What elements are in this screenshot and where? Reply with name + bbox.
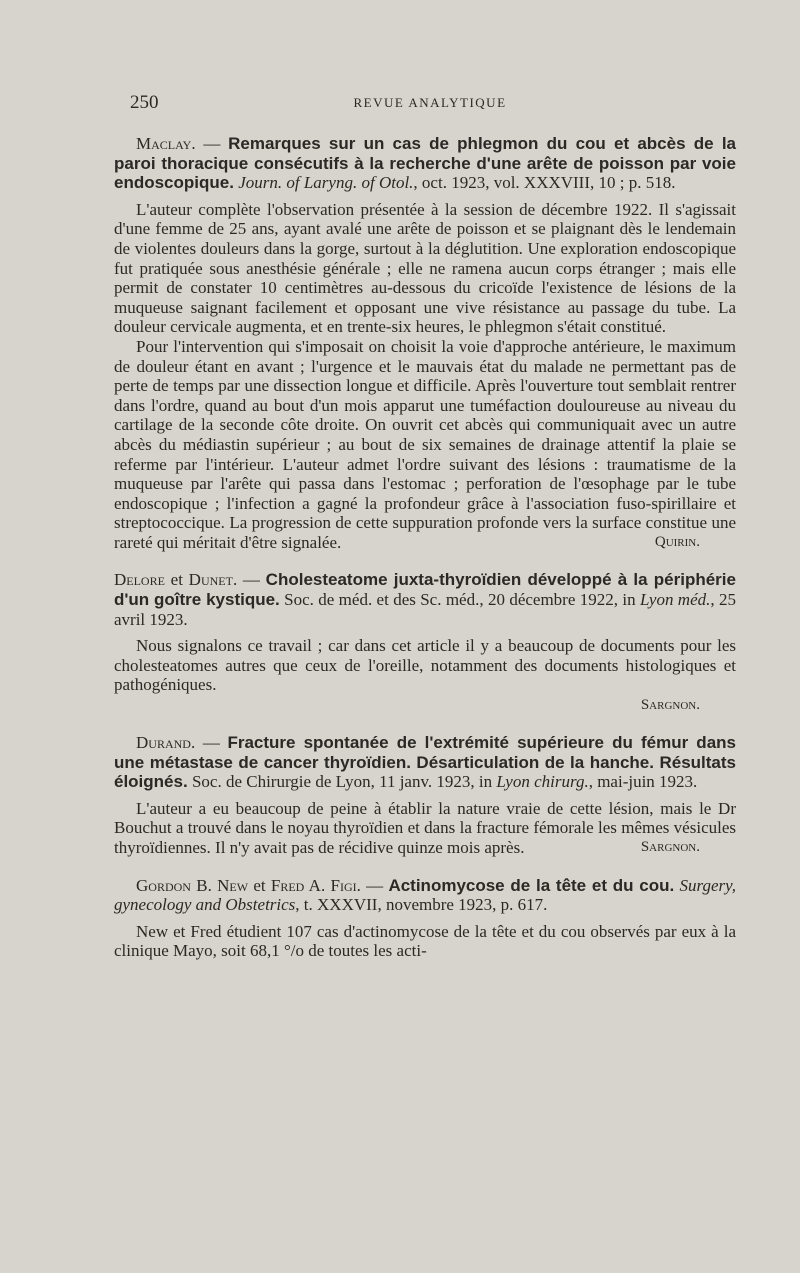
paragraph: New et Fred étudient 107 cas d'actinomycose de la tête et du cou observés par eux à la clinique Mayo, soit 68,1 °/o de toutes les acti- — [114, 921, 736, 961]
author: Delore — [114, 570, 165, 590]
paragraph-text: L'auteur a eu beaucoup de peine à établir la nature vraie de cette lésion, mais le Dr Bouchut a trouvé dans le noyau thyroïdien et dans la fracture fémorale les mêmes vésicules thyroïdiennes. Il n'y avait pas de récidive quinze mois après. — [114, 798, 736, 857]
entry-title: Cholesteatome juxta-thyroïdien développé à la périphérie d'un goître kystique. — [114, 570, 736, 610]
journal: Surgery, gynecology and Obstetrics — [114, 875, 737, 915]
signature: Quirin. — [654, 533, 700, 550]
page-header — [130, 92, 730, 114]
reference-details: Soc. de méd. et des Sc. méd., 20 décembre 1922, in — [279, 590, 640, 610]
paragraph: Nous signalons ce travail ; car dans cet article il y a beaucoup de documents pour les cholesteatomes autres que ceux de l'oreille, notamment des documents histologiques et pathogéniques. — [114, 636, 736, 695]
paragraph: L'auteur complète l'observation présentée à la session de décembre 1922. Il s'agissait d'une femme de 25 ans, ayant avalé une arête de poisson et se plaignant dès le lendemain de violentes douleurs dans la gorge, surtout à la déglutition. Une exploration endoscopique fut pratiquée sous anesthésie générale ; elle ne ramena aucun corps étranger ; mais elle permit de constater 10 centimètres au-dessous du cricoïde l'existence de lésions de la muqueuse saignant facilement et opposant une vive résistance au passage du tube. La douleur cervicale augmenta, et en trente-six heures, le phlegmon s'était constitué. — [114, 199, 736, 337]
journal: Journ. of Laryng. of Otol. — [238, 173, 414, 193]
author: Gordon — [136, 875, 191, 895]
paragraph-text: Pour l'intervention qui s'imposait on choisit la voie d'approche antérieure, le maximum de douleur étant en avant ; l'urgence et le mauvais état du malade ne permettant pas de perte de temps par une dissection longue et difficile. Après l'ouverture tout semblait rentrer dans l'ordre, quand au bout d'un mois apparut une tuméfaction douloureuse au niveau du cartilage de la seconde côte droite. On ouvrit cet abcès qui communiquait avec un autre abcès du médiastin supérieur ; au bout de six semaines de drainage attentif la plaie se referme par l'intérieur. L'auteur admet l'ordre suivant des lésions : traumatisme de la muqueuse par l'arête qui passa dans l'estomac ; perforation de l'œsophage par le tube endoscopique ; l'infection a gagné la profondeur grâce à l'association fuso-spirillaire et streptococcique. La progression de cette suppuration profonde vers la surface constitue une rareté qui méritait d'être signalée. — [114, 336, 736, 552]
author: Maclay. — [136, 134, 196, 153]
separator: — — [237, 570, 266, 590]
reference-details: Soc. de Chirurgie de Lyon, 11 janv. 1923, in — [187, 772, 497, 792]
entry-reference — [114, 876, 736, 915]
author: Dunet. — [188, 570, 238, 590]
review-entry — [114, 570, 736, 715]
entry-title: Remarques sur un cas de phlegmon du cou et abcès de la paroi thoracique consécutifs à la recherche d'une arête de poisson par voie endoscopique. — [114, 134, 736, 193]
entry-title: Actinomycose de la tête et du cou. — [388, 875, 675, 895]
paragraph — [114, 337, 736, 553]
author: Durand. — [136, 733, 196, 753]
reference-details: , oct. 1923, vol. XXXVIII, 10 ; p. 518. — [413, 173, 676, 193]
author: Figi. — [330, 875, 361, 895]
separator: — — [195, 733, 228, 753]
article-body — [114, 134, 736, 961]
reference-details: , 25 avril 1923. — [114, 590, 737, 629]
journal: Lyon méd. — [639, 590, 711, 610]
author: Fred — [270, 875, 305, 895]
page-number: 250 — [130, 92, 159, 113]
author: New — [217, 875, 249, 895]
journal: Lyon chirurg. — [496, 772, 589, 792]
entry-reference — [114, 733, 736, 792]
signature: Sargnon. — [640, 697, 700, 714]
reference-details: , mai-juin 1923. — [588, 772, 698, 792]
connector: et — [164, 570, 189, 590]
entry-reference — [114, 134, 736, 193]
signature: Sargnon. — [640, 839, 700, 855]
separator: — — [360, 875, 389, 895]
review-entry — [114, 876, 736, 961]
reference-details: , t. XXXVII, novembre 1923, p. 617. — [295, 895, 548, 915]
separator: — — [195, 134, 229, 153]
paragraph — [114, 799, 736, 858]
entry-title: Fracture spontanée de l'extrémité supérieure du fémur dans une métastase de cancer thyroïdien. Désarticulation de la hanche. Résultats éloignés. — [114, 733, 736, 792]
review-entry — [114, 733, 736, 858]
review-entry — [114, 134, 736, 552]
running-head: REVUE ANALYTIQUE — [353, 95, 507, 110]
connector: et — [248, 875, 271, 895]
entry-reference — [114, 570, 736, 629]
connector: A. — [304, 875, 331, 895]
connector: B. — [190, 875, 218, 895]
